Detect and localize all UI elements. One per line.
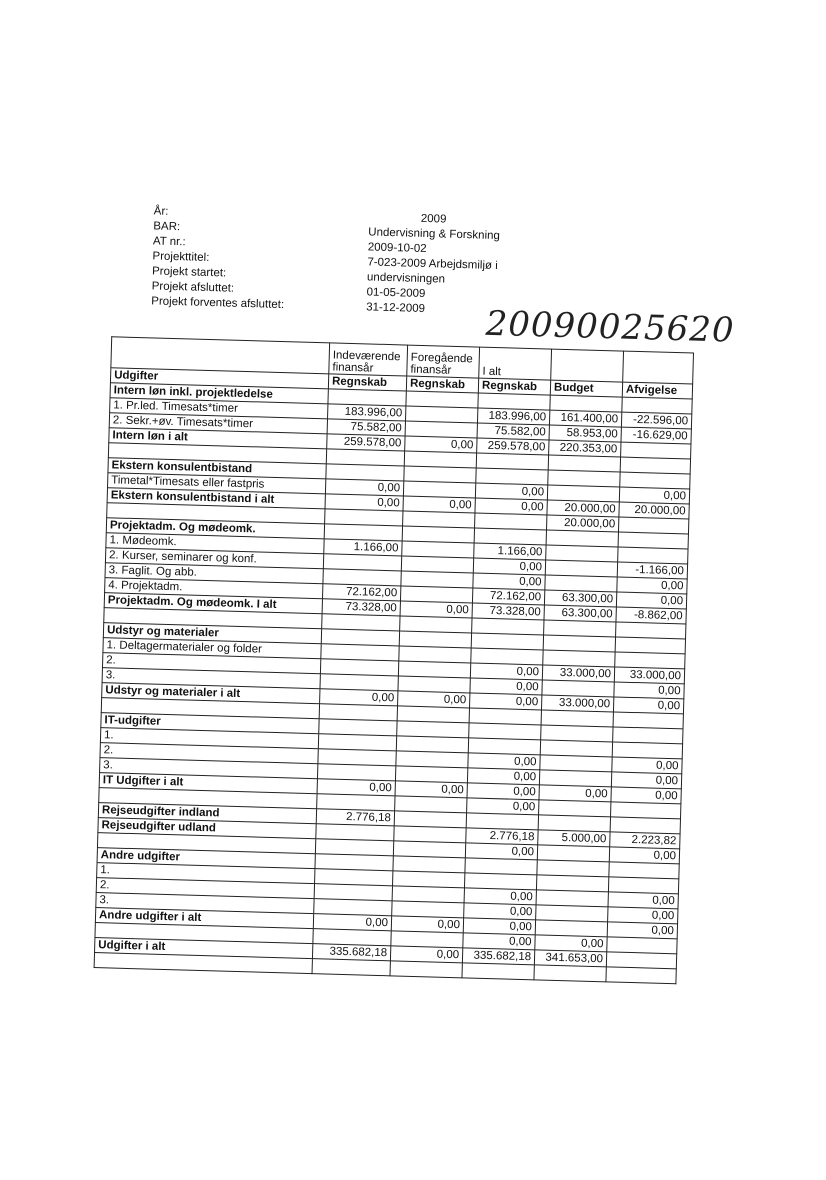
- row-value: 0,00: [465, 843, 537, 860]
- label-projekt-forventes: Projekt forventes afsluttet:: [151, 295, 285, 312]
- row-label: Intern løn inkl. projektledelse: [110, 383, 328, 404]
- row-value: 0,00: [468, 753, 540, 770]
- row-value: [534, 965, 606, 982]
- row-value: 0,00: [470, 693, 542, 710]
- row-value: 0,00: [617, 577, 687, 594]
- row-label: 2.: [102, 653, 320, 674]
- row-value: 0,00: [470, 663, 542, 680]
- row-value: 0,00: [611, 772, 681, 789]
- row-value: 0,00: [613, 697, 683, 714]
- row-value: 58.953,00: [549, 425, 621, 442]
- row-value: 0,00: [473, 558, 545, 575]
- row-label: 3.: [100, 758, 318, 779]
- row-value: 0,00: [400, 601, 472, 618]
- row-label: 3.: [102, 668, 320, 689]
- row-label: Projektadm. Og mødeomk.: [106, 518, 324, 539]
- row-value: 0,00: [403, 496, 475, 513]
- value-at-nr: 2009-10-02: [367, 241, 427, 256]
- row-value: 33.000,00: [541, 695, 613, 712]
- row-value: 335.682,18: [462, 948, 534, 965]
- row-value: 0,00: [619, 487, 689, 504]
- row-value: -1.166,00: [617, 562, 687, 579]
- row-label: 2.: [96, 878, 314, 899]
- row-value: 0,00: [607, 922, 677, 939]
- row-value: 0,00: [467, 768, 539, 785]
- row-value: 0,00: [470, 678, 542, 695]
- col-sub-budget: Budget: [550, 380, 622, 397]
- row-label: 1.: [97, 863, 315, 884]
- row-value: 0,00: [612, 757, 682, 774]
- row-value: 0,00: [464, 888, 536, 905]
- row-value: 72.162,00: [472, 588, 544, 605]
- project-header: [151, 204, 529, 319]
- value-projekttitel-1: 7-023-2009 Arbejdsmiljø i: [367, 256, 498, 273]
- row-value: [312, 959, 390, 976]
- row-label: Rejseudgifter indland: [98, 803, 316, 824]
- row-value: 0,00: [320, 689, 398, 706]
- row-value: 1.166,00: [474, 543, 546, 560]
- row-value: 1.166,00: [324, 539, 402, 556]
- row-value: 0,00: [325, 479, 403, 496]
- value-projekt-startet: 01-05-2009: [366, 286, 426, 301]
- expense-table: [94, 336, 694, 984]
- row-label: IT Udgifter i alt: [99, 773, 317, 794]
- row-value: 183.996,00: [477, 408, 549, 425]
- row-value: 73.328,00: [322, 599, 400, 616]
- col-header-indevaerende: Indeværende finansår: [329, 343, 408, 376]
- row-value: [390, 961, 462, 978]
- row-label: Timetal*Timesats eller fastpris: [108, 473, 326, 494]
- row-label: 4. Projektadm.: [105, 578, 323, 599]
- row-label: 3. Faglit. Og abb.: [105, 563, 323, 584]
- row-value: 0,00: [313, 914, 391, 931]
- row-label: Andre udgifter: [97, 848, 315, 869]
- col-sub-regnskab-3: Regnskab: [478, 378, 550, 395]
- row-value: 0,00: [390, 946, 462, 963]
- row-value: 33.000,00: [614, 667, 684, 684]
- row-value: 75.582,00: [477, 423, 549, 440]
- row-label: 2.: [100, 743, 318, 764]
- row-label: Udstyr og materialer: [103, 623, 321, 644]
- row-value: 0,00: [614, 682, 684, 699]
- row-value: 0,00: [464, 903, 536, 920]
- row-label: Intern løn i alt: [109, 428, 327, 449]
- col-sub-afvigelse: Afvigelse: [622, 382, 692, 399]
- row-value: 220.353,00: [549, 440, 621, 457]
- row-label: Ekstern konsulentbistand: [108, 458, 326, 479]
- value-aar: 2009: [420, 212, 447, 226]
- row-label: 2. Sekr.+øv. Timesats*timer: [109, 413, 327, 434]
- row-label: 1.: [100, 728, 318, 749]
- row-value: -16.629,00: [621, 427, 691, 444]
- row-value: 259.578,00: [327, 434, 405, 451]
- row-value: 5.000,00: [538, 830, 610, 847]
- row-value: 183.996,00: [328, 404, 406, 421]
- row-value: 161.400,00: [549, 410, 621, 427]
- row-value: 63.300,00: [544, 605, 616, 622]
- row-value: 0,00: [395, 781, 467, 798]
- row-value: [606, 967, 676, 984]
- row-label: 1. Mødeomk.: [106, 533, 324, 554]
- handwritten-number: 20090025620: [485, 303, 736, 351]
- row-value: 0,00: [467, 798, 539, 815]
- label-at-nr: AT nr.:: [152, 235, 186, 249]
- row-value: 0,00: [325, 494, 403, 511]
- row-value: 0,00: [616, 592, 686, 609]
- label-projekt-afsluttet: Projekt afsluttet:: [151, 280, 235, 295]
- row-label: 2. Kurser, seminarer og konf.: [105, 548, 323, 569]
- row-value: 0,00: [539, 785, 611, 802]
- col-header-foregaaende: Foregående finansår: [407, 345, 480, 378]
- label-bar: BAR:: [153, 220, 181, 234]
- row-label: 1. Deltagermaterialer og folder: [103, 638, 321, 659]
- row-label: Udstyr og materialer i alt: [102, 683, 320, 704]
- row-value: 0,00: [535, 935, 607, 952]
- row-value: 2.223,82: [610, 832, 680, 849]
- row-value: 259.578,00: [477, 438, 549, 455]
- row-label: 1. Pr.led. Timesats*timer: [110, 398, 328, 419]
- row-label: Udgifter i alt: [95, 938, 313, 959]
- row-value: 0,00: [473, 573, 545, 590]
- row-value: 73.328,00: [472, 603, 544, 620]
- value-projekt-afsluttet: 31-12-2009: [365, 301, 426, 316]
- row-value: 0,00: [611, 787, 681, 804]
- row-value: 75.582,00: [327, 419, 405, 436]
- row-value: 0,00: [317, 779, 395, 796]
- row-value: 341.653,00: [534, 950, 606, 967]
- row-value: 0,00: [463, 918, 535, 935]
- row-label: 3.: [96, 893, 314, 914]
- label-projekt-startet: Projekt startet:: [151, 265, 227, 280]
- row-label: Projektadm. Og mødeomk. I alt: [104, 593, 322, 614]
- row-label: Ekstern konsulentbistand i alt: [107, 488, 325, 509]
- row-value: 0,00: [609, 847, 679, 864]
- row-value: 20.000,00: [547, 515, 619, 532]
- col-header-udgifter: Udgifter: [110, 368, 328, 389]
- row-value: 72.162,00: [322, 584, 400, 601]
- row-value: 2.776,18: [316, 809, 394, 826]
- row-label: Andre udgifter i alt: [95, 908, 313, 929]
- value-bar: Undervisning & Forskning: [368, 226, 501, 243]
- row-value: 2.776,18: [466, 828, 538, 845]
- row-value: [462, 963, 534, 980]
- row-value: 20.000,00: [619, 502, 689, 519]
- row-value: 0,00: [475, 498, 547, 515]
- label-projekttitel: Projekttitel:: [152, 250, 210, 264]
- row-value: 0,00: [391, 916, 463, 933]
- label-aar: År:: [153, 205, 169, 218]
- row-value: 0,00: [608, 892, 678, 909]
- row-value: 63.300,00: [544, 590, 616, 607]
- col-sub-regnskab-1: Regnskab: [328, 374, 406, 391]
- row-value: 335.682,18: [312, 944, 390, 961]
- row-value: 0,00: [608, 907, 678, 924]
- col-sub-regnskab-2: Regnskab: [406, 376, 478, 393]
- row-value: 0,00: [405, 436, 477, 453]
- row-label: IT-udgifter: [101, 713, 319, 734]
- row-value: -8.862,00: [616, 607, 686, 624]
- row-value: -22.596,00: [621, 412, 691, 429]
- row-value: 0,00: [398, 691, 470, 708]
- row-label: Rejseudgifter udland: [98, 818, 316, 839]
- col-header-i-alt: I alt: [479, 347, 552, 380]
- row-value: 0,00: [467, 783, 539, 800]
- row-value: 33.000,00: [542, 665, 614, 682]
- value-projekttitel-2: undervisningen: [366, 271, 446, 286]
- row-value: 20.000,00: [547, 500, 619, 517]
- row-value: 0,00: [475, 483, 547, 500]
- row-value: 0,00: [463, 933, 535, 950]
